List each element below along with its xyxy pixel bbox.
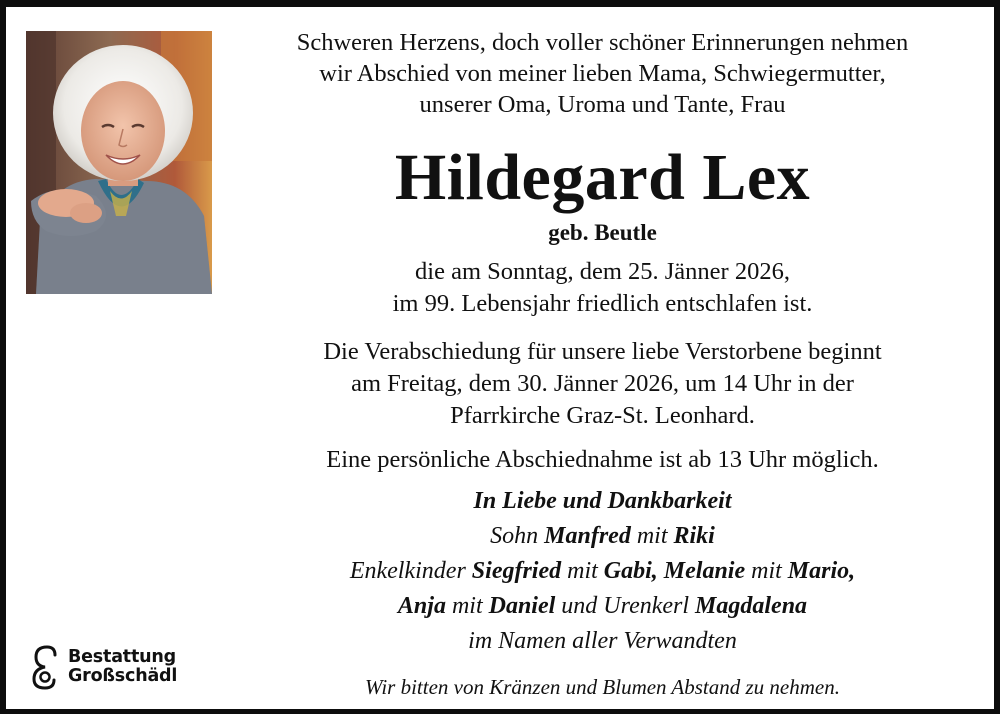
funeral-home-logo-icon <box>30 644 60 690</box>
mourner-son-line: Sohn Manfred mit Riki <box>490 523 715 549</box>
death-notice <box>230 256 975 320</box>
funeral-details <box>230 336 975 432</box>
funeral-line-3: Pfarrkirche Graz-St. Leonhard. <box>450 402 755 429</box>
intro-line-3: unserer Oma, Uroma und Tante, Frau <box>419 91 786 118</box>
mourner-grandchildren-line: Enkelkinder Siegfried mit Gabi, Melanie mit Mario, <box>349 558 856 584</box>
funeral-home-name <box>68 648 177 686</box>
signoff-heading: In Liebe und Dankbarkeit <box>473 488 732 514</box>
funeral-home-logo <box>30 644 190 692</box>
funeral-home-line-2: Großschädl <box>68 666 178 686</box>
intro-text <box>230 27 975 120</box>
mourner-great-grandchild-line: Anja mit Daniel und Urenkerl Magdalena <box>397 593 808 619</box>
portrait-photo <box>26 31 212 294</box>
funeral-line-1: Die Verabschiedung für unsere liebe Verstorbene beginnt <box>323 338 882 365</box>
deceased-name: Hildegard Lex <box>394 141 811 214</box>
viewing-notice: Eine persönliche Abschiednahme ist ab 13 Uhr möglich. <box>326 446 879 473</box>
death-line-1: die am Sonntag, dem 25. Jänner 2026, <box>415 258 790 285</box>
maiden-name: geb. Beutle <box>548 220 657 245</box>
mourners-signoff <box>230 484 975 659</box>
mourner-relatives-line: im Namen aller Verwandten <box>468 628 737 654</box>
funeral-home-line-1: Bestattung <box>68 647 176 667</box>
intro-line-1: Schweren Herzens, doch voller schöner Erinnerungen nehmen <box>296 29 909 56</box>
intro-line-2: wir Abschied von meiner lieben Mama, Schwiegermutter, <box>319 60 886 87</box>
death-line-2: im 99. Lebensjahr friedlich entschlafen ist. <box>392 290 813 317</box>
closing-request: Wir bitten von Kränzen und Blumen Abstand zu nehmen. <box>365 675 840 699</box>
funeral-line-2: am Freitag, dem 30. Jänner 2026, um 14 Uhr in der <box>351 370 854 397</box>
